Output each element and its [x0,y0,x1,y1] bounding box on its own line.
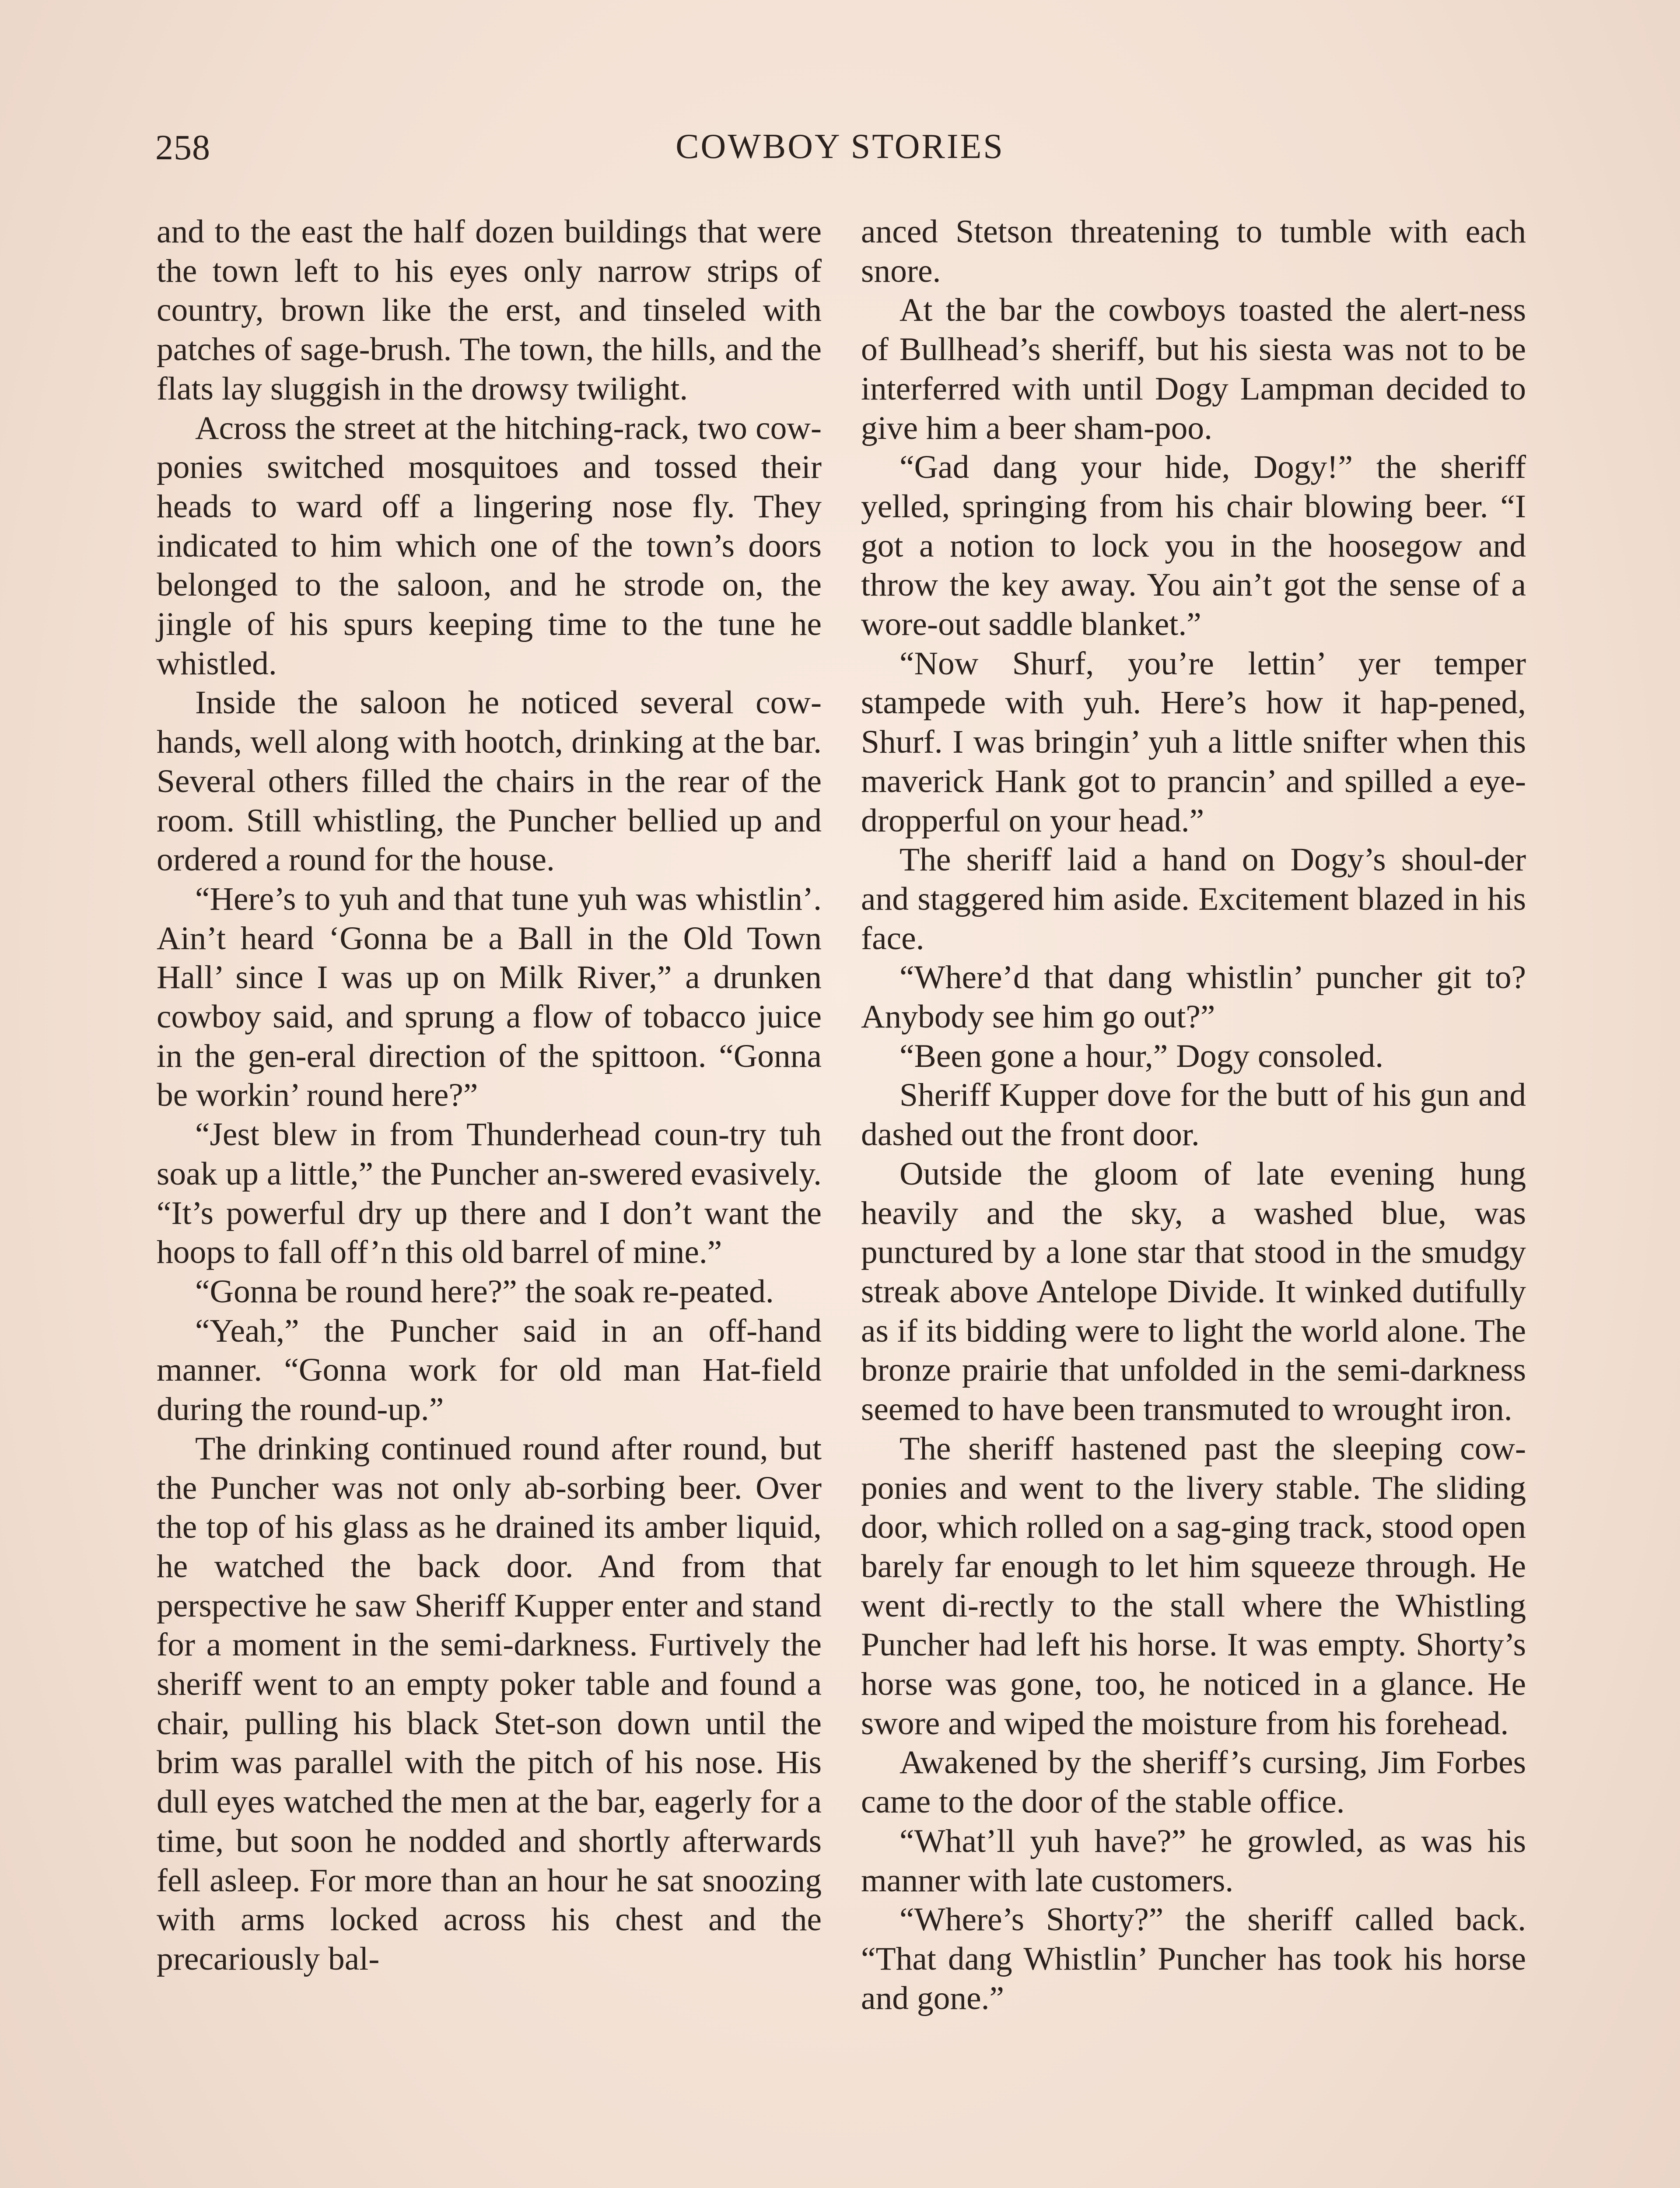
right-column [861,212,1526,2018]
paragraph: Outside the gloom of late evening hung heavily and the sky, a washed blue, was punctured by a lone star that stood in the smudgy streak above Antelope Divide. It winked dutifully as if its bidding were to light the world alone. The bronze prairie that unfolded in the semi-darkness seemed to have been transmuted to wrought iron. [861,1155,1526,1428]
paragraph: anced Stetson threatening to tumble with each snore. [861,214,1526,289]
paragraph: The drinking continued round after round, but the Puncher was not only ab-sorbing beer. Over the top of his glass as he drained its amber liquid, he watched the back door. And from that perspective he saw Sheriff Kupper enter and stand for a moment in the semi-darkness. Furtively the sheriff went to an empty poker table and found a chair, pulling his black Stet-son down until the brim was parallel with the pitch of his nose. His dull eyes watched the men at the bar, eagerly for a time, but soon he nodded and shortly afterwards fell asleep. For more than an hour he sat snoozing with arms locked across his chest and the precariously bal- [157,1430,822,1977]
paragraph: “Gad dang your hide, Dogy!” the sheriff yelled, springing from his chair blowing beer. “I got a notion to lock you in the hoosegow and throw the key away. You ain’t got the sense of a wore-out saddle blanket.” [861,449,1526,643]
paragraph: “What’ll yuh have?” he growled, as was his manner with late customers. [861,1823,1526,1899]
paragraph: The sheriff hastened past the sleeping cow-ponies and went to the livery stable. The sliding door, which rolled on a sag-ging track, stood open barely far enough to let him squeeze through. He went di-rectly to the stall where the Whistling Puncher had left his horse. It was empty. Shorty’s horse was gone, too, he noticed in a glance. He swore and wiped the moisture from his forehead. [861,1430,1526,1742]
paragraph: Inside the saloon he noticed several cow-hands, well along with hootch, drinking at the bar. Several others filled the chairs in the rear of the room. Still whistling, the Puncher bellied up and ordered a round for the house. [157,684,822,878]
page-number: 258 [155,127,210,167]
paragraph: “Where’s Shorty?” the sheriff called back. “That dang Whistlin’ Puncher has took his horse and gone.” [861,1901,1526,2016]
paragraph: “Yeah,” the Puncher said in an off-hand manner. “Gonna work for old man Hat-field during the round-up.” [157,1312,822,1428]
paragraph: “Jest blew in from Thunderhead coun-try tuh soak up a little,” the Puncher an-swered evasively. “It’s powerful dry up there and I don’t want the hoops to fall off’n this old barrel of mine.” [157,1116,822,1271]
running-title: COWBOY STORIES [676,127,1004,166]
left-column [157,212,822,1979]
paragraph: and to the east the half dozen buildings that were the town left to his eyes only narrow strips of country, brown like the erst, and tinseled with patches of sage-brush. The town, the hills, and the flats lay sluggish in the drowsy twilight. [157,214,822,407]
page-header [155,127,1525,175]
paragraph: “Here’s to yuh and that tune yuh was whistlin’. Ain’t heard ‘Gonna be a Ball in the Old Town Hall’ since I was up on Milk River,” a drunken cowboy said, and sprung a flow of tobacco juice in the gen-eral direction of the spittoon. “Gonna be workin’ round here?” [157,880,822,1114]
paragraph: The sheriff laid a hand on Dogy’s shoul-der and staggered him aside. Excitement blazed in his face. [861,842,1526,957]
paragraph: “Where’d that dang whistlin’ puncher git to? Anybody see him go out?” [861,959,1526,1035]
paragraph: “Gonna be round here?” the soak re-peated. [195,1273,774,1310]
paragraph: At the bar the cowboys toasted the alert-ness of Bullhead’s sheriff, but his siesta was not to be interferred with until Dogy Lampman decided to give him a beer sham-poo. [861,292,1526,446]
paragraph: Sheriff Kupper dove for the butt of his gun and dashed out the front door. [861,1077,1526,1153]
paragraph: Across the street at the hitching-rack, two cow-ponies switched mosquitoes and tossed their heads to ward off a lingering nose fly. They indicated to him which one of the town’s doors belonged to the saloon, and he strode on, the jingle of his spurs keeping time to the tune he whistled. [157,410,822,682]
paragraph: Awakened by the sheriff’s cursing, Jim Forbes came to the door of the stable office. [861,1744,1526,1820]
paragraph: “Been gone a hour,” Dogy consoled. [900,1038,1384,1074]
paragraph: “Now Shurf, you’re lettin’ yer temper stampede with yuh. Here’s how it hap-pened, Shurf. I was bringin’ yuh a little snifter when this maverick Hank got to prancin’ and spilled a eye-dropperful on your head.” [861,645,1526,839]
